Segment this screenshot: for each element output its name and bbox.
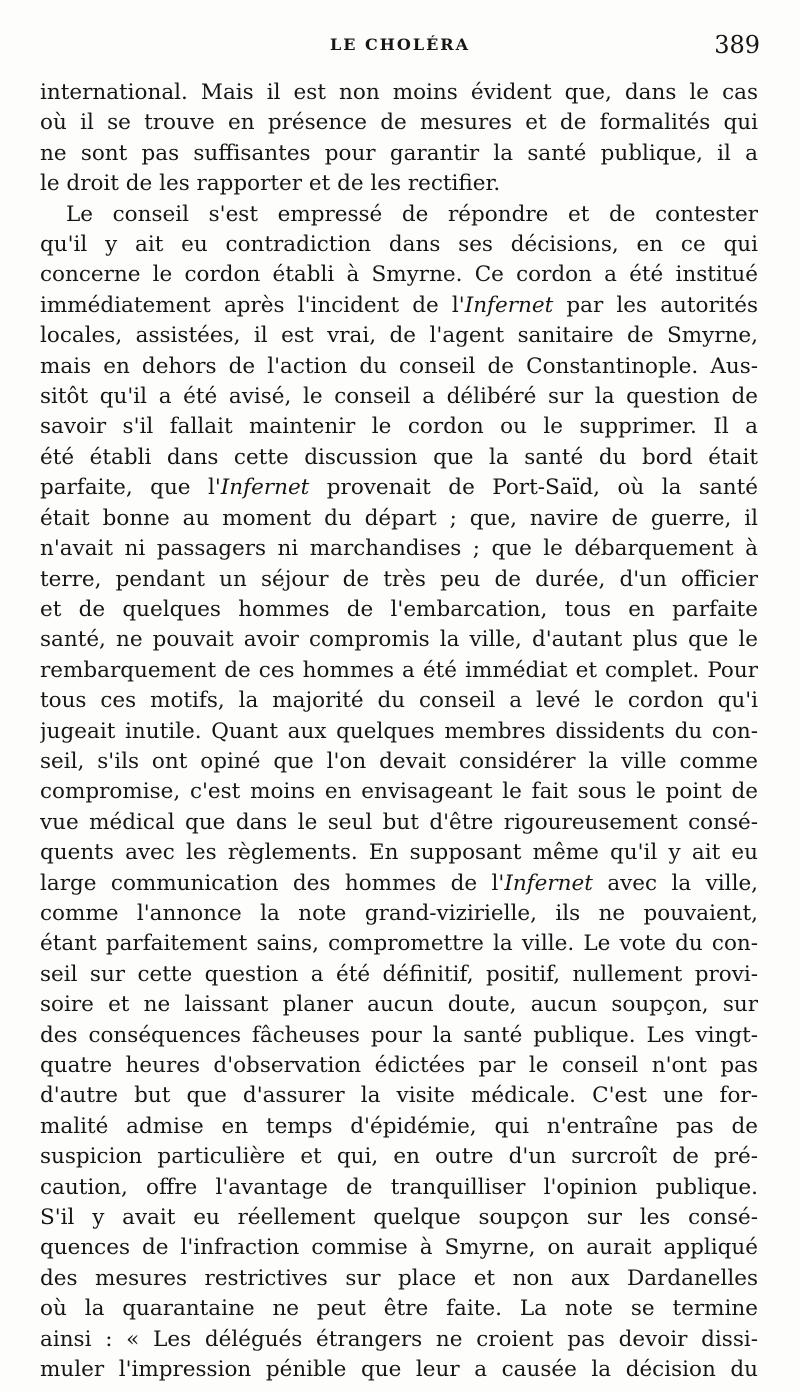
text-line: des conséquences fâcheuses pour la santé publique. Les vingt-	[40, 1022, 758, 1048]
text-line: Le conseil s'est empressé de répondre et de contester	[66, 201, 758, 227]
text-line: seil sur cette question a été définitif, positif, nullement provi-	[40, 961, 758, 987]
text-line: sitôt qu'il a été avisé, le conseil a délibéré sur la question de	[40, 384, 758, 410]
text-line: vue médical que dans le seul but d'être rigoureusement consé-	[40, 809, 758, 835]
text-line: le droit de les rapporter et de les rectifier.	[40, 171, 501, 197]
text-line: où la quarantaine ne peut être faite. La note se termine	[40, 1296, 758, 1322]
text-line: d'autre but que d'assurer la visite médicale. C'est une for-	[40, 1083, 758, 1109]
text-line: seil, s'ils ont opiné que l'on devait considérer la ville comme	[40, 748, 758, 774]
text-line: comme l'annonce la note grand-vizirielle, ils ne pouvaient,	[40, 900, 758, 926]
text-line: ainsi : « Les délégués étrangers ne croient pas devoir dissi-	[40, 1326, 758, 1352]
text-line: qu'il y ait eu contradiction dans ses décisions, en ce qui	[40, 232, 758, 258]
text-line: où il se trouve en présence de mesures et de formalités qui	[40, 110, 758, 136]
body-text	[40, 78, 758, 1385]
text-line: santé, ne pouvait avoir compromis la ville, d'autant plus que le	[40, 627, 758, 653]
text-line: muler l'impression pénible que leur a causée la décision du	[40, 1357, 758, 1383]
text-line: mais en dehors de l'action du conseil de Constantinople. Aus-	[40, 353, 758, 379]
text-line: et de quelques hommes de l'embarcation, tous en parfaite	[40, 596, 758, 622]
text-line: large communication des hommes de l'Infernet avec la ville,	[40, 870, 758, 896]
text-line: locales, assistées, il est vrai, de l'agent sanitaire de Smyrne,	[40, 323, 758, 349]
text-line: compromise, c'est moins en envisageant le fait sous le point de	[40, 779, 758, 805]
text-line: tous ces motifs, la majorité du conseil a levé le cordon qu'i	[40, 688, 758, 714]
text-line: quents avec les règlements. En supposant même qu'il y ait eu	[40, 840, 758, 866]
text-line: S'il y avait eu réellement quelque soupçon sur les consé-	[40, 1205, 758, 1231]
running-title: LE CHOLÉRA	[330, 35, 470, 54]
text-line: immédiatement après l'incident de l'Infernet par les autorités	[40, 292, 758, 318]
text-line: malité admise en temps d'épidémie, qui n'entraîne pas de	[40, 1113, 758, 1139]
text-line: international. Mais il est non moins évident que, dans le cas	[40, 80, 758, 105]
text-line: ne sont pas suffisantes pour garantir la santé publique, il a	[40, 140, 758, 166]
text-line: été établi dans cette discussion que la santé du bord était	[40, 444, 758, 470]
text-line: concerne le cordon établi à Smyrne. Ce cordon a été institué	[40, 262, 758, 288]
text-line: soire et ne laissant planer aucun doute, aucun soupçon, sur	[40, 992, 758, 1018]
text-line: terre, pendant un séjour de très peu de durée, d'un officier	[40, 566, 758, 592]
text-line: savoir s'il fallait maintenir le cordon ou le supprimer. Il a	[40, 414, 758, 440]
text-line: était bonne au moment du départ ; que, navire de guerre, il	[40, 505, 758, 531]
text-line: quatre heures d'observation édictées par le conseil n'ont pas	[40, 1053, 758, 1078]
text-line: n'avait ni passagers ni marchandises ; que le débarquement à	[40, 536, 758, 562]
text-line: rembarquement de ces hommes a été immédiat et complet. Pour	[40, 657, 758, 683]
page-number: 389	[714, 31, 760, 59]
running-head	[40, 31, 760, 65]
text-line: suspicion particulière et qui, en outre d'un surcroît de pré-	[40, 1144, 758, 1170]
text-line: étant parfaitement sains, compromettre la ville. Le vote du con-	[40, 931, 758, 957]
text-line: parfaite, que l'Infernet provenait de Port-Saïd, où la santé	[40, 475, 758, 501]
text-line: quences de l'infraction commise à Smyrne, on aurait appliqué	[40, 1235, 758, 1261]
text-line: des mesures restrictives sur place et non aux Dardanelles	[40, 1265, 758, 1291]
text-line: jugeait inutile. Quant aux quelques membres dissidents du con-	[40, 718, 758, 744]
text-line: caution, offre l'avantage de tranquilliser l'opinion publique.	[40, 1174, 758, 1200]
